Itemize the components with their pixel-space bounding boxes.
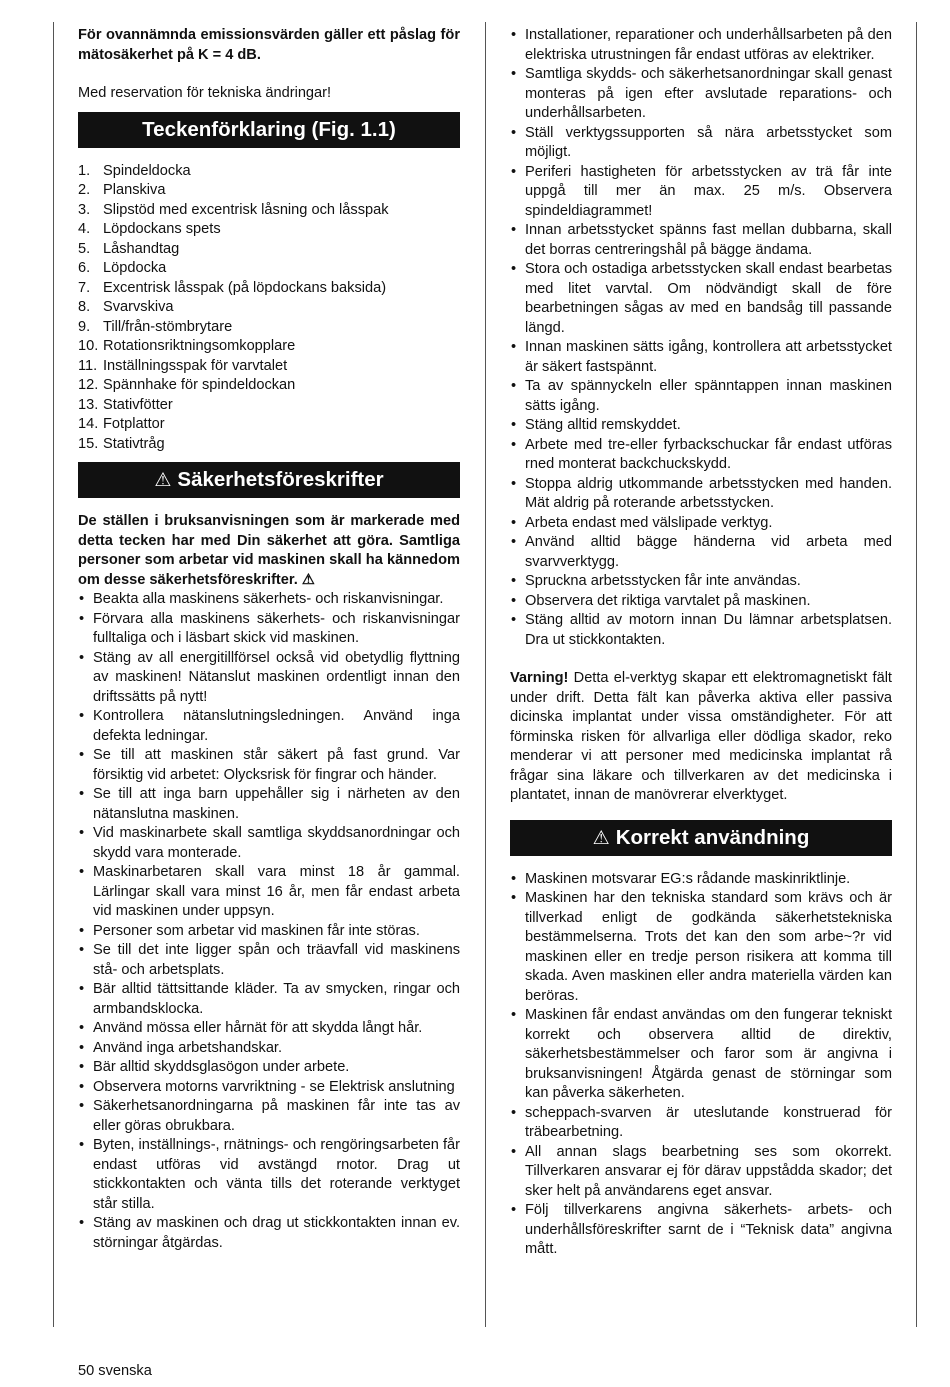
list-item-text: Samtliga skydds- och säkerhetsanordningar skall genast monteras på igen efter avslutade reparations- och underhållsarbeten. — [525, 66, 892, 121]
list-item — [78, 941, 460, 980]
bullet-icon: • — [511, 890, 517, 906]
bullet-icon: • — [511, 534, 517, 550]
bullet-icon: • — [79, 1098, 85, 1114]
list-item — [510, 1006, 892, 1104]
list-item — [510, 514, 892, 534]
legend-label: Fotplattor — [103, 416, 165, 432]
list-item-text: Säkerhetsanordningarna på maskinen får inte tas av eller göras obrukbara. — [93, 1098, 460, 1134]
list-item-text: Byten, inställnings-, rnätnings- och rengöringsarbeten får endast utföras vid avstängd rnotor. Drag ut stickkontakten och vänta tills det roterande verktyget står stilla. — [93, 1137, 460, 1212]
list-item — [510, 533, 892, 572]
legend-item — [78, 181, 460, 201]
list-item — [510, 26, 892, 65]
list-item-text: Använd alltid bägge händerna vid arbeta med svarvverktygg. — [525, 534, 892, 570]
list-item — [510, 221, 892, 260]
list-item-text: Stoppa aldrig utkommande arbetsstycken med handen. Mät aldrig på roterande arbetsstycken. — [525, 475, 892, 511]
bullet-icon: • — [511, 1007, 517, 1023]
legend-number: 15. — [78, 435, 99, 452]
list-item-text: Ta av spännyckeln eller spänntappen innan maskinen sätts igång. — [525, 378, 892, 414]
legend-item — [78, 201, 460, 221]
legend-item — [78, 376, 460, 396]
bullet-icon: • — [511, 514, 517, 531]
legend-number: 13. — [78, 396, 99, 413]
bullet-icon: • — [511, 378, 517, 394]
legend-number: 2. — [78, 182, 91, 198]
emission-note: För ovannämnda emissionsvärden gäller ett påslag för mätosäkerhet på K = 4 dB. — [78, 27, 460, 63]
bullet-icon: • — [511, 124, 517, 141]
list-item — [510, 592, 892, 612]
list-item-text: Stora och ostadiga arbetsstycken skall endast bearbetas med litet varvtal. Om nödvändigt skall de före bearbetningen sågas av med en bandsåg till passande längd. — [525, 261, 892, 336]
legend-number: 6. — [78, 260, 91, 276]
list-item — [510, 1201, 892, 1260]
bullet-icon: • — [79, 591, 85, 607]
list-item-text: Använd mössa eller hårnät för att skydda långt hår. — [93, 1020, 423, 1036]
legend-number: 14. — [78, 416, 99, 432]
bullet-icon: • — [511, 612, 517, 628]
list-item — [78, 649, 460, 708]
list-item-text: Bär alltid tättsittande kläder. Ta av smycken, ringar och armbandsklocka. — [93, 981, 460, 1017]
legend-item — [78, 240, 460, 260]
left-column — [78, 26, 460, 1253]
list-item-text: Använd inga arbetshandskar. — [93, 1039, 283, 1056]
bullet-icon: • — [511, 1202, 517, 1218]
list-item-text: Se till att inga barn uppehåller sig i närheten av den nätanslutna maskinen. — [93, 786, 460, 822]
legend-heading: Teckenförklaring (Fig. 1.1) — [142, 117, 396, 141]
legend-label: Löpdocka — [103, 260, 167, 276]
list-item — [510, 611, 892, 650]
bullet-icon: • — [79, 825, 85, 841]
usage-heading-bar — [510, 820, 892, 856]
list-item-text: Ställ verktygssupporten så nära arbetsstycket som möjligt. — [525, 124, 892, 160]
legend-item — [78, 298, 460, 318]
bullet-icon: • — [511, 1143, 517, 1160]
legend-item — [78, 259, 460, 279]
list-item-text: Stäng alltid av motorn innan Du lämnar arbetsplatsen. Dra ut stickkontakten. — [525, 612, 892, 648]
list-item-text: Vid maskinarbete skall samtliga skyddsanordningar och skydd vara monterade. — [93, 825, 460, 861]
list-item — [78, 1039, 460, 1059]
bullet-icon: • — [511, 573, 517, 589]
legend-label: Inställningsspak för varvtalet — [103, 357, 288, 374]
bullet-icon: • — [79, 786, 85, 802]
list-item — [78, 980, 460, 1019]
list-item-text: All annan slags bearbetning ses som okorrekt. Tillverkaren ansvarar ej för därav uppstådda skador; det sker helt på användarens eget ansvar. — [525, 1143, 892, 1199]
legend-number: 11. — [78, 357, 98, 374]
legend-list — [78, 162, 460, 455]
left-column-rule — [53, 22, 54, 1327]
legend-label: Rotationsriktningsomkopplare — [103, 338, 296, 354]
legend-item — [78, 357, 460, 377]
legend-item — [78, 415, 460, 435]
legend-number: 10. — [78, 338, 99, 354]
legend-number: 12. — [78, 377, 99, 393]
bullet-icon: • — [79, 1039, 85, 1056]
list-item-text: Maskinen får endast användas om den fungerar tekniskt korrekt och observera alltid de direktiv, säkerhetsbestämmelser och faror som är angivna i bruksanvisningen! Åtgärda genast de störningar som kan påverka säkerheten. — [525, 1007, 892, 1101]
safety-heading: Säkerhetsföreskrifter — [177, 468, 384, 491]
bullet-icon: • — [511, 27, 517, 43]
bullet-icon: • — [79, 922, 85, 939]
list-item — [78, 1214, 460, 1253]
bullet-icon: • — [79, 747, 85, 763]
warning-label: Varning! — [510, 670, 569, 686]
bullet-icon: • — [79, 1078, 85, 1095]
right-column — [510, 26, 892, 1260]
page-footer: 50 svenska — [78, 1363, 152, 1379]
legend-number: 5. — [78, 240, 91, 257]
legend-item — [78, 396, 460, 416]
safety-list-continued — [510, 26, 892, 650]
list-item-text: Se till det inte ligger spån och träavfall vid maskinens stå- och arbetsplats. — [93, 942, 460, 978]
usage-list — [510, 870, 892, 1260]
list-item — [78, 922, 460, 942]
list-item — [78, 785, 460, 824]
legend-label: Spindeldocka — [103, 162, 191, 179]
list-item — [510, 436, 892, 475]
bullet-icon: • — [79, 649, 85, 666]
list-item-text: Stäng av all energitillförsel också vid obetydlig flyttning av maskinen! Nätanslut maskinen ordentligt innan den driftssätts på nytt! — [93, 649, 460, 705]
warning-icon: ⚠ — [154, 470, 172, 491]
bullet-icon: • — [511, 436, 517, 453]
legend-label: Låshandtag — [103, 240, 180, 257]
warning-icon: ⚠ — [592, 827, 610, 849]
bullet-icon: • — [79, 864, 85, 880]
list-item — [510, 416, 892, 436]
legend-label: Spännhake för spindeldockan — [103, 377, 296, 393]
safety-heading-bar — [78, 462, 460, 498]
legend-label: Till/från-stömbrytare — [103, 318, 233, 335]
list-item — [510, 572, 892, 592]
legend-number: 3. — [78, 201, 91, 218]
bullet-icon: • — [79, 610, 85, 627]
legend-item — [78, 279, 460, 299]
legend-number: 8. — [78, 299, 91, 315]
bullet-icon: • — [79, 942, 85, 958]
list-item — [510, 260, 892, 338]
list-item — [78, 1019, 460, 1039]
list-item-text: Bär alltid skyddsglasögon under arbete. — [93, 1059, 350, 1075]
list-item-text: Beakta alla maskinens säkerhets- och riskanvisningar. — [93, 591, 444, 607]
safety-intro: De ställen i bruksanvisningen som är markerade med detta tecken har med Din säkerhet att göra. Samtliga personer som arbetar vid maskinen skall ha kännedom om desse säkerhetsföreskrifter. ⚠ — [78, 513, 460, 588]
list-item-text: Observera det riktiga varvtalet på maskinen. — [525, 592, 811, 609]
list-item-text: Följ tillverkarens angivna säkerhets- arbets- och underhållsföreskrifter sarnt de i “Teknisk data” angivna mått. — [525, 1202, 892, 1257]
bullet-icon: • — [79, 1059, 85, 1075]
list-item — [510, 475, 892, 514]
legend-item — [78, 318, 460, 338]
bullet-icon: • — [79, 1137, 85, 1153]
list-item-text: scheppach-svarven är uteslutande konstruerad för träbearbetning. — [525, 1104, 892, 1140]
legend-label: Löpdockans spets — [103, 221, 221, 237]
list-item-text: Stäng av maskinen och drag ut stickkontakten innan ev. störningar åtgärdas. — [93, 1215, 460, 1251]
list-item — [78, 824, 460, 863]
list-item — [78, 1058, 460, 1078]
list-item-text: Förvara alla maskinens säkerhets- och riskanvisningar fulltaliga och i läsbart skick vid maskinen. — [93, 610, 460, 646]
list-item — [78, 610, 460, 649]
warning-text: Detta el-verktyg skapar ett elektromagnetiskt fält under drift. Detta fält kan påverka aktiva eller passiva dicinska implantat under vissa omständigheter. För att förminska risken för allvarliga eller dödliga skador, reko menderar vi att personer med medicinska implantat rå frågar sina läkare och tillverkaren av det medicinska i plantatet, innan de manövrerar elverktyget. — [510, 670, 892, 803]
list-item — [510, 889, 892, 1006]
legend-item — [78, 337, 460, 357]
list-item — [78, 746, 460, 785]
legend-number: 1. — [78, 162, 91, 179]
bullet-icon: • — [79, 1020, 85, 1036]
list-item-text: Arbeta endast med välslipade verktyg. — [525, 514, 773, 531]
list-item-text: Installationer, reparationer och underhållsarbeten på den elektriska utrustningen får endast utföras av elektriker. — [525, 27, 892, 63]
bullet-icon: • — [511, 475, 517, 492]
legend-heading-bar — [78, 112, 460, 148]
usage-heading: Korrekt användning — [615, 825, 810, 849]
list-item — [510, 338, 892, 377]
bullet-icon: • — [79, 1215, 85, 1231]
list-item-text: Periferi hastigheten för arbetsstycken av trä får inte uppgå till mer än max. 25 m/s. Observera spindeldiagrammet! — [525, 163, 892, 219]
legend-label: Slipstöd med excentrisk låsning och låsspak — [103, 201, 389, 218]
legend-item — [78, 220, 460, 240]
list-item-text: Innan arbetsstycket spänns fast mellan dubbarna, skall det borras centreringshål på bägge ändama. — [525, 222, 892, 258]
bullet-icon: • — [511, 592, 517, 609]
bullet-icon: • — [511, 417, 517, 433]
list-item — [78, 1136, 460, 1214]
list-item-text: Maskinarbetaren skall vara minst 18 år gammal. Lärlingar skall vara minst 16 år, men får endast arbeta vid maskinen under uppsyn. — [93, 864, 460, 919]
list-item — [78, 1078, 460, 1098]
bullet-icon: • — [511, 870, 517, 887]
list-item-text: Spruckna arbetsstycken får inte användas. — [525, 573, 801, 589]
list-item-text: Personer som arbetar vid maskinen får inte störas. — [93, 922, 420, 939]
list-item — [510, 1143, 892, 1202]
center-column-rule — [485, 22, 486, 1327]
list-item — [510, 1104, 892, 1143]
list-item-text: Maskinen motsvarar EG:s rådande maskinriktlinje. — [525, 870, 851, 887]
list-item — [510, 65, 892, 124]
list-item-text: Maskinen har den tekniska standard som krävs och är tillverkad enligt de godkända säkerhetstekniska bestämmelserna. Trots det kan den som arbe~?r vid maskinen eller en tredje person risikera att komma till skada. Aven maskinen eller andra materiella värden kan beröras. — [525, 890, 892, 1004]
bullet-icon: • — [511, 66, 517, 82]
list-item — [78, 590, 460, 610]
list-item-text: Stäng alltid remskyddet. — [525, 417, 681, 433]
bullet-icon: • — [79, 708, 85, 724]
list-item-text: Se till att maskinen står säkert på fast grund. Var försiktig vid arbetet: Olycksrisk för fingrar och händer. — [93, 747, 460, 783]
legend-label: Stativfötter — [103, 396, 173, 413]
legend-number: 4. — [78, 221, 91, 237]
list-item — [78, 863, 460, 922]
right-column-rule — [916, 22, 917, 1327]
bullet-icon: • — [511, 222, 517, 238]
list-item-text: Arbete med tre-eller fyrbackschuckar får endast utföras rned monterat backchuckskydd. — [525, 436, 892, 472]
legend-item — [78, 435, 460, 455]
legend-label: Excentrisk låsspak (på löpdockans baksida) — [103, 279, 387, 296]
safety-list — [78, 590, 460, 1253]
legend-label: Planskiva — [103, 182, 166, 198]
bullet-icon: • — [511, 163, 517, 180]
legend-label: Stativtråg — [103, 435, 165, 452]
legend-item — [78, 162, 460, 182]
list-item — [510, 163, 892, 222]
bullet-icon: • — [511, 1104, 517, 1121]
list-item-text: Kontrollera nätanslutningsledningen. Använd inga defekta ledningar. — [93, 708, 460, 744]
list-item — [510, 870, 892, 890]
list-item — [78, 1097, 460, 1136]
bullet-icon: • — [511, 339, 517, 355]
legend-number: 7. — [78, 279, 91, 296]
legend-label: Svarvskiva — [103, 299, 174, 315]
bullet-icon: • — [79, 981, 85, 997]
list-item — [510, 377, 892, 416]
reservation-note: Med reservation för tekniska ändringar! — [78, 85, 332, 101]
list-item-text: Observera motorns varvriktning - se Elektrisk anslutning — [93, 1078, 455, 1095]
emf-warning — [510, 669, 892, 806]
legend-number: 9. — [78, 318, 91, 335]
bullet-icon: • — [511, 261, 517, 277]
list-item-text: Innan maskinen sätts igång, kontrollera att arbetsstycket är säkert fastspännt. — [525, 339, 892, 375]
list-item — [78, 707, 460, 746]
list-item — [510, 124, 892, 163]
